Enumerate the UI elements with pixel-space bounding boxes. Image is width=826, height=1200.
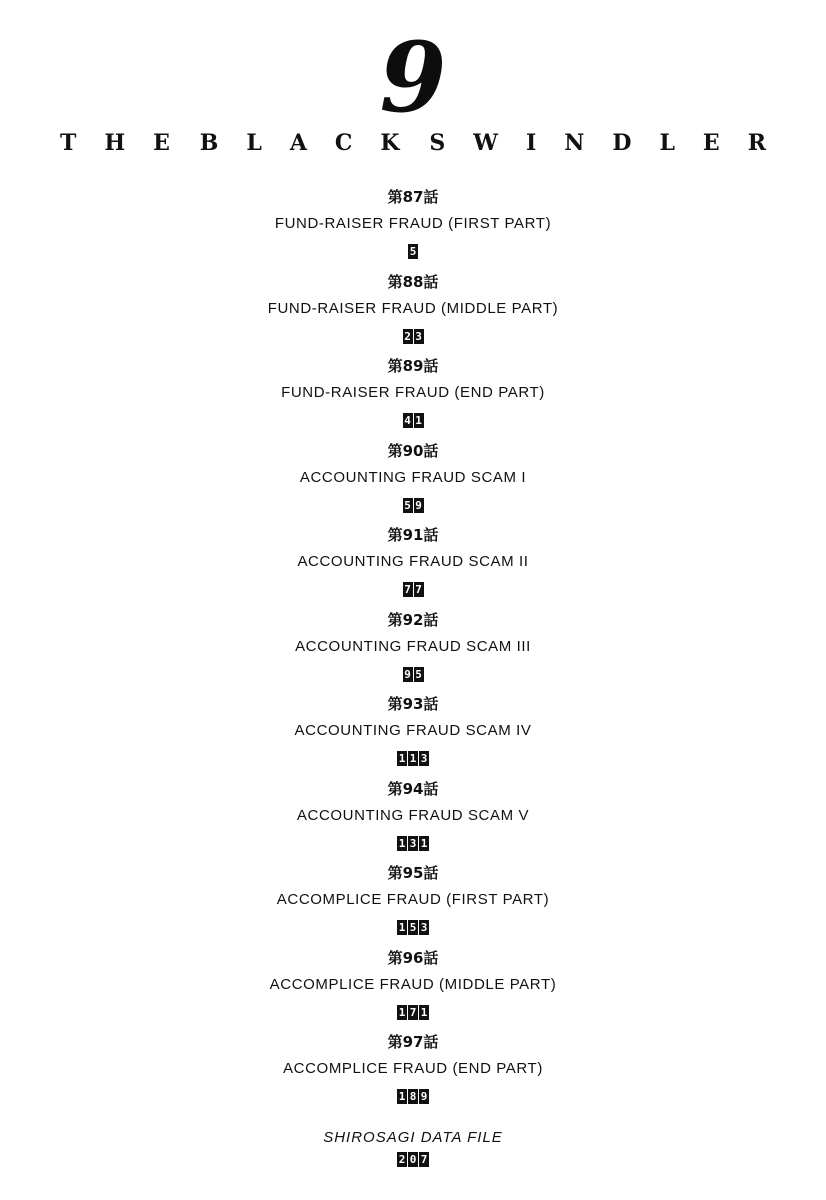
page-number-digit: 1	[420, 836, 428, 850]
page-number-digit: 1	[398, 1005, 406, 1019]
series-title-letter: E	[702, 130, 720, 156]
page-number-digit: 1	[398, 1090, 406, 1103]
page-number-digit: 1	[398, 921, 406, 934]
page-number-digit: 3	[415, 329, 422, 343]
episode-title: FUND-RAISER FRAUD (FIRST PART)	[274, 215, 552, 232]
episode-title: ACCOMPLICE FRAUD (FIRST PART)	[276, 891, 550, 908]
page-number-digit: 7	[415, 583, 422, 596]
page-number-digit: 5	[404, 498, 411, 512]
episode-number: 第96話	[387, 948, 439, 967]
page-number-digit: 1	[415, 414, 422, 427]
page-number-digit: 2	[398, 1153, 406, 1166]
volume-number: 9	[379, 21, 447, 134]
page-number-digit: 7	[409, 1005, 417, 1019]
series-title	[60, 130, 766, 156]
episode-title: ACCOMPLICE FRAUD (MIDDLE PART)	[269, 975, 557, 993]
page-number-digit: 9	[404, 667, 411, 681]
page-number	[408, 244, 418, 259]
toc-entry	[0, 693, 826, 778]
episode-number: 第93話	[387, 695, 439, 713]
series-title-word-3	[429, 130, 766, 156]
data-file-entry	[0, 1128, 826, 1167]
series-title-word-2	[200, 130, 400, 156]
page-number-digit: 7	[420, 1153, 428, 1166]
page-number	[397, 1005, 429, 1020]
episode-title: ACCOUNTING FRAUD SCAM V	[296, 806, 530, 824]
episode-number: 第87話	[387, 188, 439, 206]
episode-number: 第94話	[387, 779, 439, 798]
toc-entry	[0, 271, 826, 356]
series-title-letter: D	[612, 130, 632, 156]
series-title-word-1	[60, 130, 170, 156]
toc-entry	[0, 862, 826, 947]
page-number-digit: 4	[404, 414, 411, 427]
series-title-letter: T	[60, 130, 77, 156]
toc-entry	[0, 609, 826, 694]
page-number-digit: 9	[420, 1090, 428, 1103]
toc-entry	[0, 947, 826, 1032]
series-title-letter: I	[525, 130, 537, 156]
series-title-letter: N	[564, 130, 585, 156]
page-number-digit: 3	[420, 752, 428, 765]
series-title-letter: B	[199, 130, 219, 156]
page-number-digit: 1	[409, 752, 417, 765]
data-file-page-number	[397, 1152, 429, 1167]
page-number	[397, 751, 429, 766]
episode-title: ACCOUNTING FRAUD SCAM III	[295, 637, 531, 655]
episode-title: ACCOMPLICE FRAUD (END PART)	[283, 1060, 543, 1077]
episode-number: 第92話	[387, 610, 439, 629]
toc-entry	[0, 440, 826, 525]
page-number	[403, 582, 424, 597]
episode-number: 第88話	[387, 272, 439, 291]
page-number	[403, 498, 424, 513]
episode-title: FUND-RAISER FRAUD (END PART)	[281, 384, 545, 401]
page-number	[397, 920, 429, 935]
page-number	[403, 667, 424, 682]
series-title-letter: L	[659, 130, 675, 156]
episode-title: ACCOUNTING FRAUD SCAM II	[297, 553, 529, 570]
episode-number: 第90話	[387, 441, 439, 460]
page-number-digit: 1	[398, 836, 406, 850]
data-file-title: SHIROSAGI DATA FILE	[323, 1129, 503, 1146]
page-number	[397, 836, 429, 851]
series-title-letter: L	[246, 130, 262, 156]
page-number-digit: 5	[409, 245, 417, 258]
series-title-letter: A	[289, 130, 307, 156]
toc-entry	[0, 524, 826, 609]
toc-entry	[0, 355, 826, 440]
page-number-digit: 3	[409, 836, 417, 850]
series-title-letter: C	[334, 130, 353, 156]
page-number-digit: 7	[404, 583, 411, 596]
series-title-letter: W	[473, 130, 498, 156]
page-number	[397, 1089, 429, 1104]
episode-title: ACCOUNTING FRAUD SCAM I	[299, 468, 527, 486]
series-title-letter: K	[380, 130, 400, 156]
page-number-digit: 5	[409, 921, 417, 934]
page-number-digit: 1	[420, 1005, 428, 1019]
series-title-letter: R	[747, 130, 766, 156]
series-title-letter: E	[153, 130, 170, 156]
page-number-digit: 9	[415, 498, 422, 512]
toc-entry	[0, 778, 826, 863]
page-number	[403, 413, 424, 428]
series-title-letter: S	[429, 130, 446, 156]
episode-number: 第95話	[387, 864, 439, 882]
page-number-digit: 5	[415, 667, 422, 681]
page-number-digit: 0	[409, 1153, 417, 1166]
page-number	[403, 329, 424, 344]
episode-number: 第97話	[387, 1033, 439, 1051]
episode-title: FUND-RAISER FRAUD (MIDDLE PART)	[267, 299, 559, 317]
toc-entry	[0, 1031, 826, 1116]
toc-entry	[0, 186, 826, 271]
episode-number: 第89話	[387, 357, 439, 375]
table-of-contents	[0, 186, 826, 1116]
page-number-digit: 2	[404, 329, 411, 343]
page-number-digit: 8	[409, 1090, 417, 1103]
page-number-digit: 3	[420, 921, 428, 934]
episode-number: 第91話	[387, 526, 439, 544]
episode-title: ACCOUNTING FRAUD SCAM IV	[294, 722, 532, 739]
series-title-letter: H	[104, 130, 126, 156]
page-number-digit: 1	[398, 752, 406, 765]
